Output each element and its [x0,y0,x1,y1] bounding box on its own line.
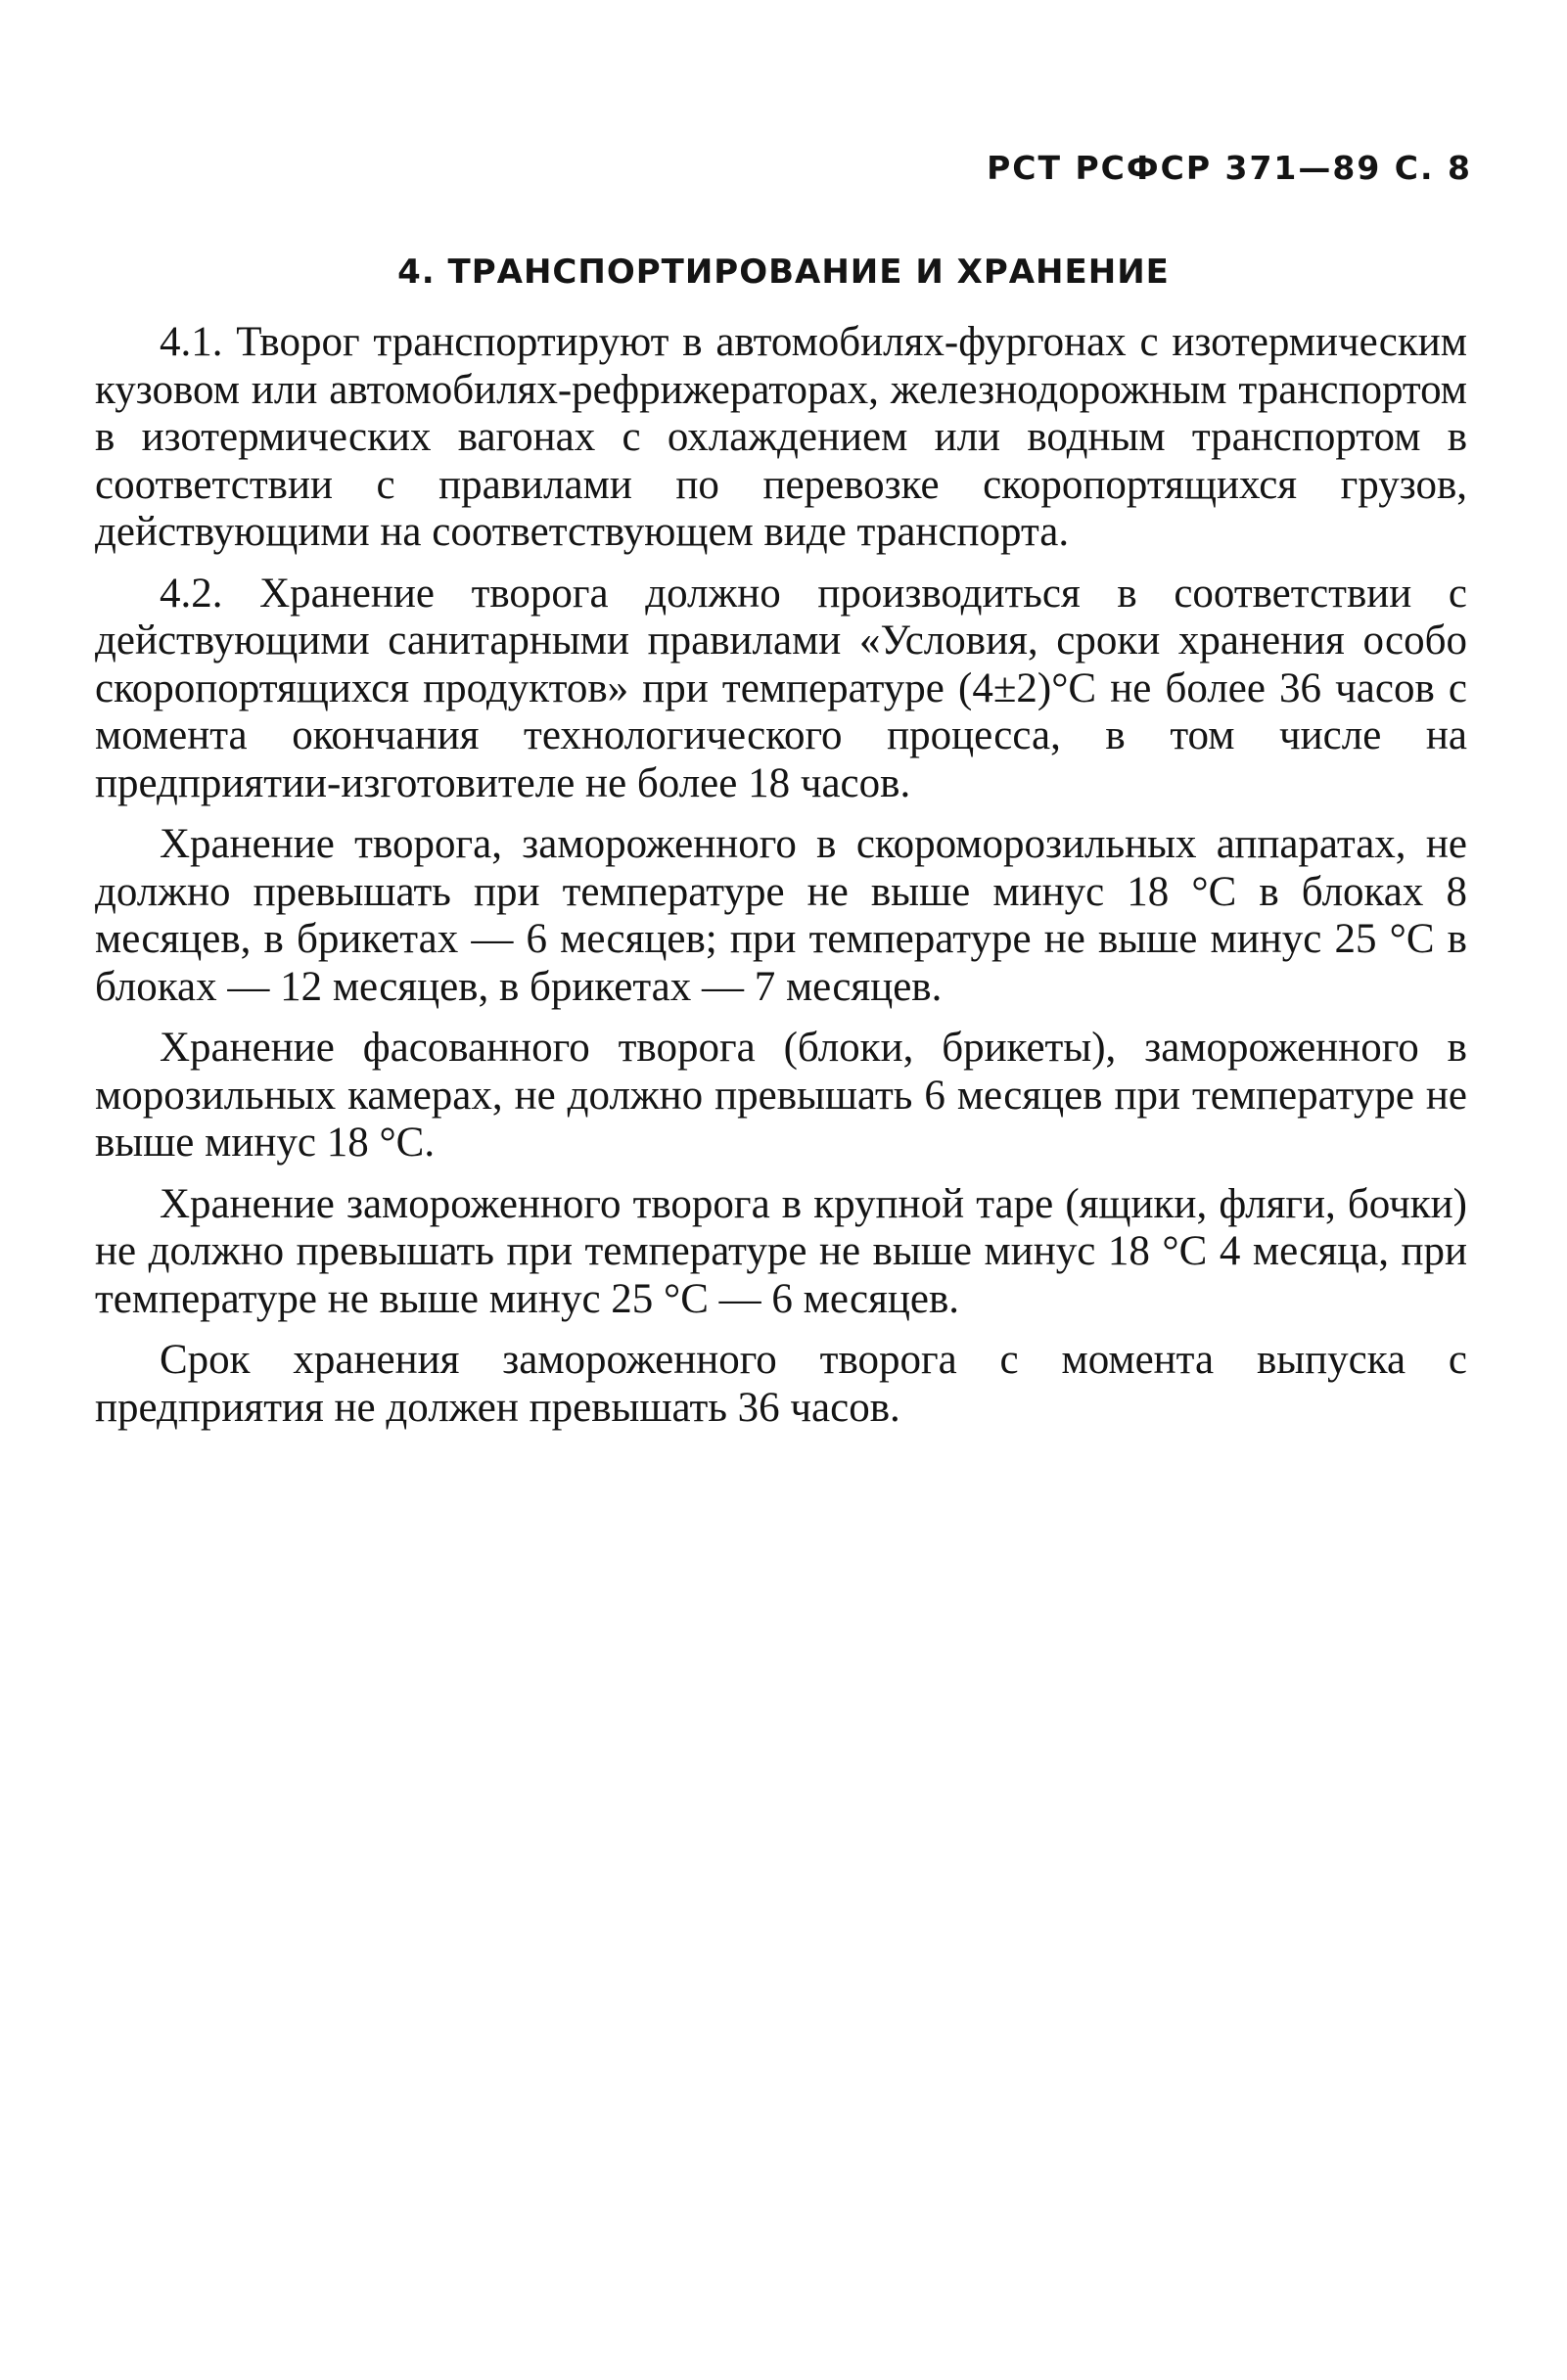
section-body [95,319,1467,1445]
paragraph-4-2: 4.2. Хранение творога должно производиться в соответствии с действующими санитарными правилами «Условия, сроки хранения особо скоропортящихся продуктов» при температуре (4±2)°С не более 36 часов с момента окончания технологического процесса, в том числе на предприятии-изготовителе не более 18 часов. [95,570,1467,806]
running-header: РСТ РСФСР 371—89 С. 8 [987,149,1472,187]
paragraph-shelf-term: Срок хранения замороженного творога с момента выпуска с предприятия не должен превышать 36 часов. [95,1337,1467,1431]
paragraph-frozen-storage: Хранение творога, замороженного в скороморозильных аппаратах, не должно превышать при температуре не выше минус 18 °С в блоках 8 месяцев, в брикетах — 6 месяцев; при температуре не выше минус 25 °С в блоках — 12 месяцев, в брикетах — 7 месяцев. [95,821,1467,1010]
paragraph-4-1: 4.1. Творог транспортируют в автомобилях-фургонах с изотермическим кузовом или автомобилях-рефрижераторах, железнодорожным транспортом в изотермических вагонах с охлаждением или водным транспортом в соответствии с правилами по перевозке скоропортящихся грузов, действующими на соответствующем виде транспорта. [95,319,1467,555]
section-title: 4. ТРАНСПОРТИРОВАНИЕ И ХРАНЕНИЕ [397,252,1170,292]
paragraph-bulk-storage: Хранение замороженного творога в крупной таре (ящики, фляги, бочки) не должно превышать при температуре не выше минус 18 °С 4 месяца, при температуре не выше минус 25 °С — 6 месяцев. [95,1180,1467,1322]
paragraph-packed-storage: Хранение фасованного творога (блоки, брикеты), замороженного в морозильных камерах, не должно превышать 6 месяцев при температуре не выше минус 18 °С. [95,1025,1467,1166]
